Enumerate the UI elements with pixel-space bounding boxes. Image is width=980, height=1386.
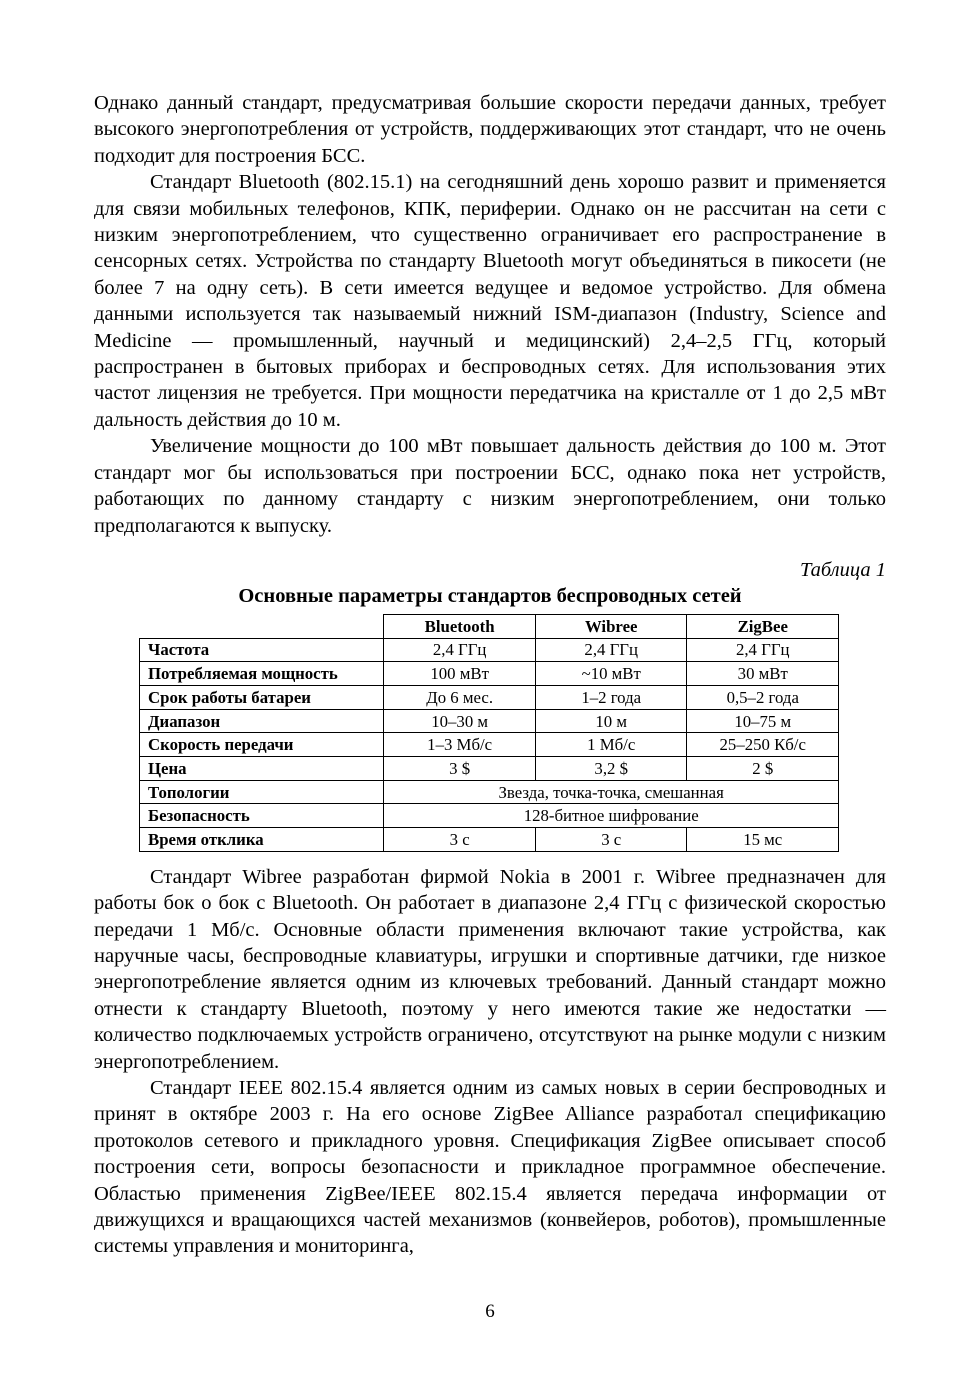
table-cell: 3 с — [535, 828, 687, 852]
table-cell: 1 Мб/с — [535, 733, 687, 757]
table-header-row — [140, 614, 839, 638]
row-label: Частота — [140, 638, 384, 662]
table-cell: 1–2 года — [535, 685, 687, 709]
row-label: Цена — [140, 757, 384, 781]
table-row — [140, 662, 839, 686]
table-merged-cell: Звезда, точка-точка, смешанная — [384, 780, 839, 804]
row-label: Топологии — [140, 780, 384, 804]
table-cell: 30 мВт — [687, 662, 839, 686]
table-corner-cell — [140, 614, 384, 638]
table-label: Таблица 1 — [799, 558, 886, 581]
table-row — [140, 757, 839, 781]
table-title: Основные параметры стандартов беспроводных сетей — [238, 584, 742, 607]
table-cell: 25–250 Кб/с — [687, 733, 839, 757]
table-cell: 2 $ — [687, 757, 839, 781]
table-row — [140, 709, 839, 733]
parameters-table — [139, 614, 839, 852]
table-cell: 100 мВт — [384, 662, 536, 686]
table-merged-cell: 128-битное шифрование — [384, 804, 839, 828]
table-row — [140, 638, 839, 662]
row-label: Диапазон — [140, 709, 384, 733]
paragraph: Увеличение мощности до 100 мВт повышает дальность действия до 100 м. Этот стандарт мог бы использоваться при построении БСС, однако пока нет устройств, работающих по данному стандарту с низким энергопотреблением, они только предполагаются к выпуску. — [94, 435, 886, 537]
table-cell: 2,4 ГГц — [535, 638, 687, 662]
table-cell: 1–3 Мб/с — [384, 733, 536, 757]
row-label: Время отклика — [140, 828, 384, 852]
table-cell: 15 мс — [687, 828, 839, 852]
paragraph: Стандарт Bluetooth (802.15.1) на сегодняшний день хорошо развит и применяется для связи мобильных телефонов, КПК, периферии. Однако он не рассчитан на сети с низким энергопотреблением, что существенно ограничивает его распространение в сенсорных сетях. Устройства по стандарту Bluetooth могут объединяться в пикосети (не более 7 на одну сеть). В сети имеется ведущее и ведомое устройство. Для обмена данными используется так называемый нижний ISM-диапазон (Industry, Science and Medicine — промышленный, научный и медицинский) 2,4–2,5 ГГц, который распространен в бытовых приборах и беспроводных сетях. Для использования этих частот лицензия не требуется. При мощности передатчика на кристалле от 1 до 2,5 мВт дальность действия до 10 м. — [94, 171, 886, 431]
table-cell: ~10 мВт — [535, 662, 687, 686]
column-header-bluetooth: Bluetooth — [384, 614, 536, 638]
table-cell: До 6 мес. — [384, 685, 536, 709]
paragraph: Стандарт Wibree разработан фирмой Nokia в 2001 г. Wibree предназначен для работы бок о бок с Bluetooth. Он работает в диапазоне 2,4 ГГц с физической скоростью передачи 1 Мб/с. Основные области применения включают такие устройства, как наручные часы, беспроводные клавиатуры, игрушки и спортивные датчики, где низкое энергопотребление является одним из ключевых требований. Данный стандарт можно отнести к стандарту Bluetooth, поэтому у него имеются такие же недостатки — количество подключаемых устройств ограничено, отсутствуют на рынке модули с низким энергопотреблением. — [94, 865, 886, 1073]
table-row — [140, 780, 839, 804]
table-cell: 2,4 ГГц — [384, 638, 536, 662]
paragraph: Однако данный стандарт, предусматривая большие скорости передачи данных, требует высокого энергопотребления от устройств, поддерживающих этот стандарт, что не очень подходит для построения БСС. — [94, 92, 886, 167]
row-label: Срок работы батареи — [140, 685, 384, 709]
column-header-zigbee: ZigBee — [687, 614, 839, 638]
document-page — [94, 90, 886, 1260]
table-cell: 10–30 м — [384, 709, 536, 733]
table-row — [140, 828, 839, 852]
table-cell: 10–75 м — [687, 709, 839, 733]
table-cell: 3 $ — [384, 757, 536, 781]
column-header-wibree: Wibree — [535, 614, 687, 638]
row-label: Безопасность — [140, 804, 384, 828]
row-label: Потребляемая мощность — [140, 662, 384, 686]
table-cell: 2,4 ГГц — [687, 638, 839, 662]
paragraph: Стандарт IEEE 802.15.4 является одним из самых новых в серии беспроводных и принят в октябре 2003 г. На его основе ZigBee Alliance разработал спецификацию протоколов сетевого и прикладного уровня. Спецификация ZigBee описывает способ построения сети, вопросы безопасности и прикладное программное обеспечение. Областью применения ZigBee/IEEE 802.15.4 является передача информации от движущихся и вращающихся частей механизмов (конвейеров, роботов), промышленные системы управления и мониторинга, — [94, 1077, 886, 1258]
table-row — [140, 685, 839, 709]
table-row — [140, 804, 839, 828]
page-number: 6 — [485, 1301, 495, 1322]
row-label: Скорость передачи — [140, 733, 384, 757]
table-cell: 10 м — [535, 709, 687, 733]
table-cell: 3,2 $ — [535, 757, 687, 781]
table-cell: 0,5–2 года — [687, 685, 839, 709]
table-cell: 3 с — [384, 828, 536, 852]
table-row — [140, 733, 839, 757]
